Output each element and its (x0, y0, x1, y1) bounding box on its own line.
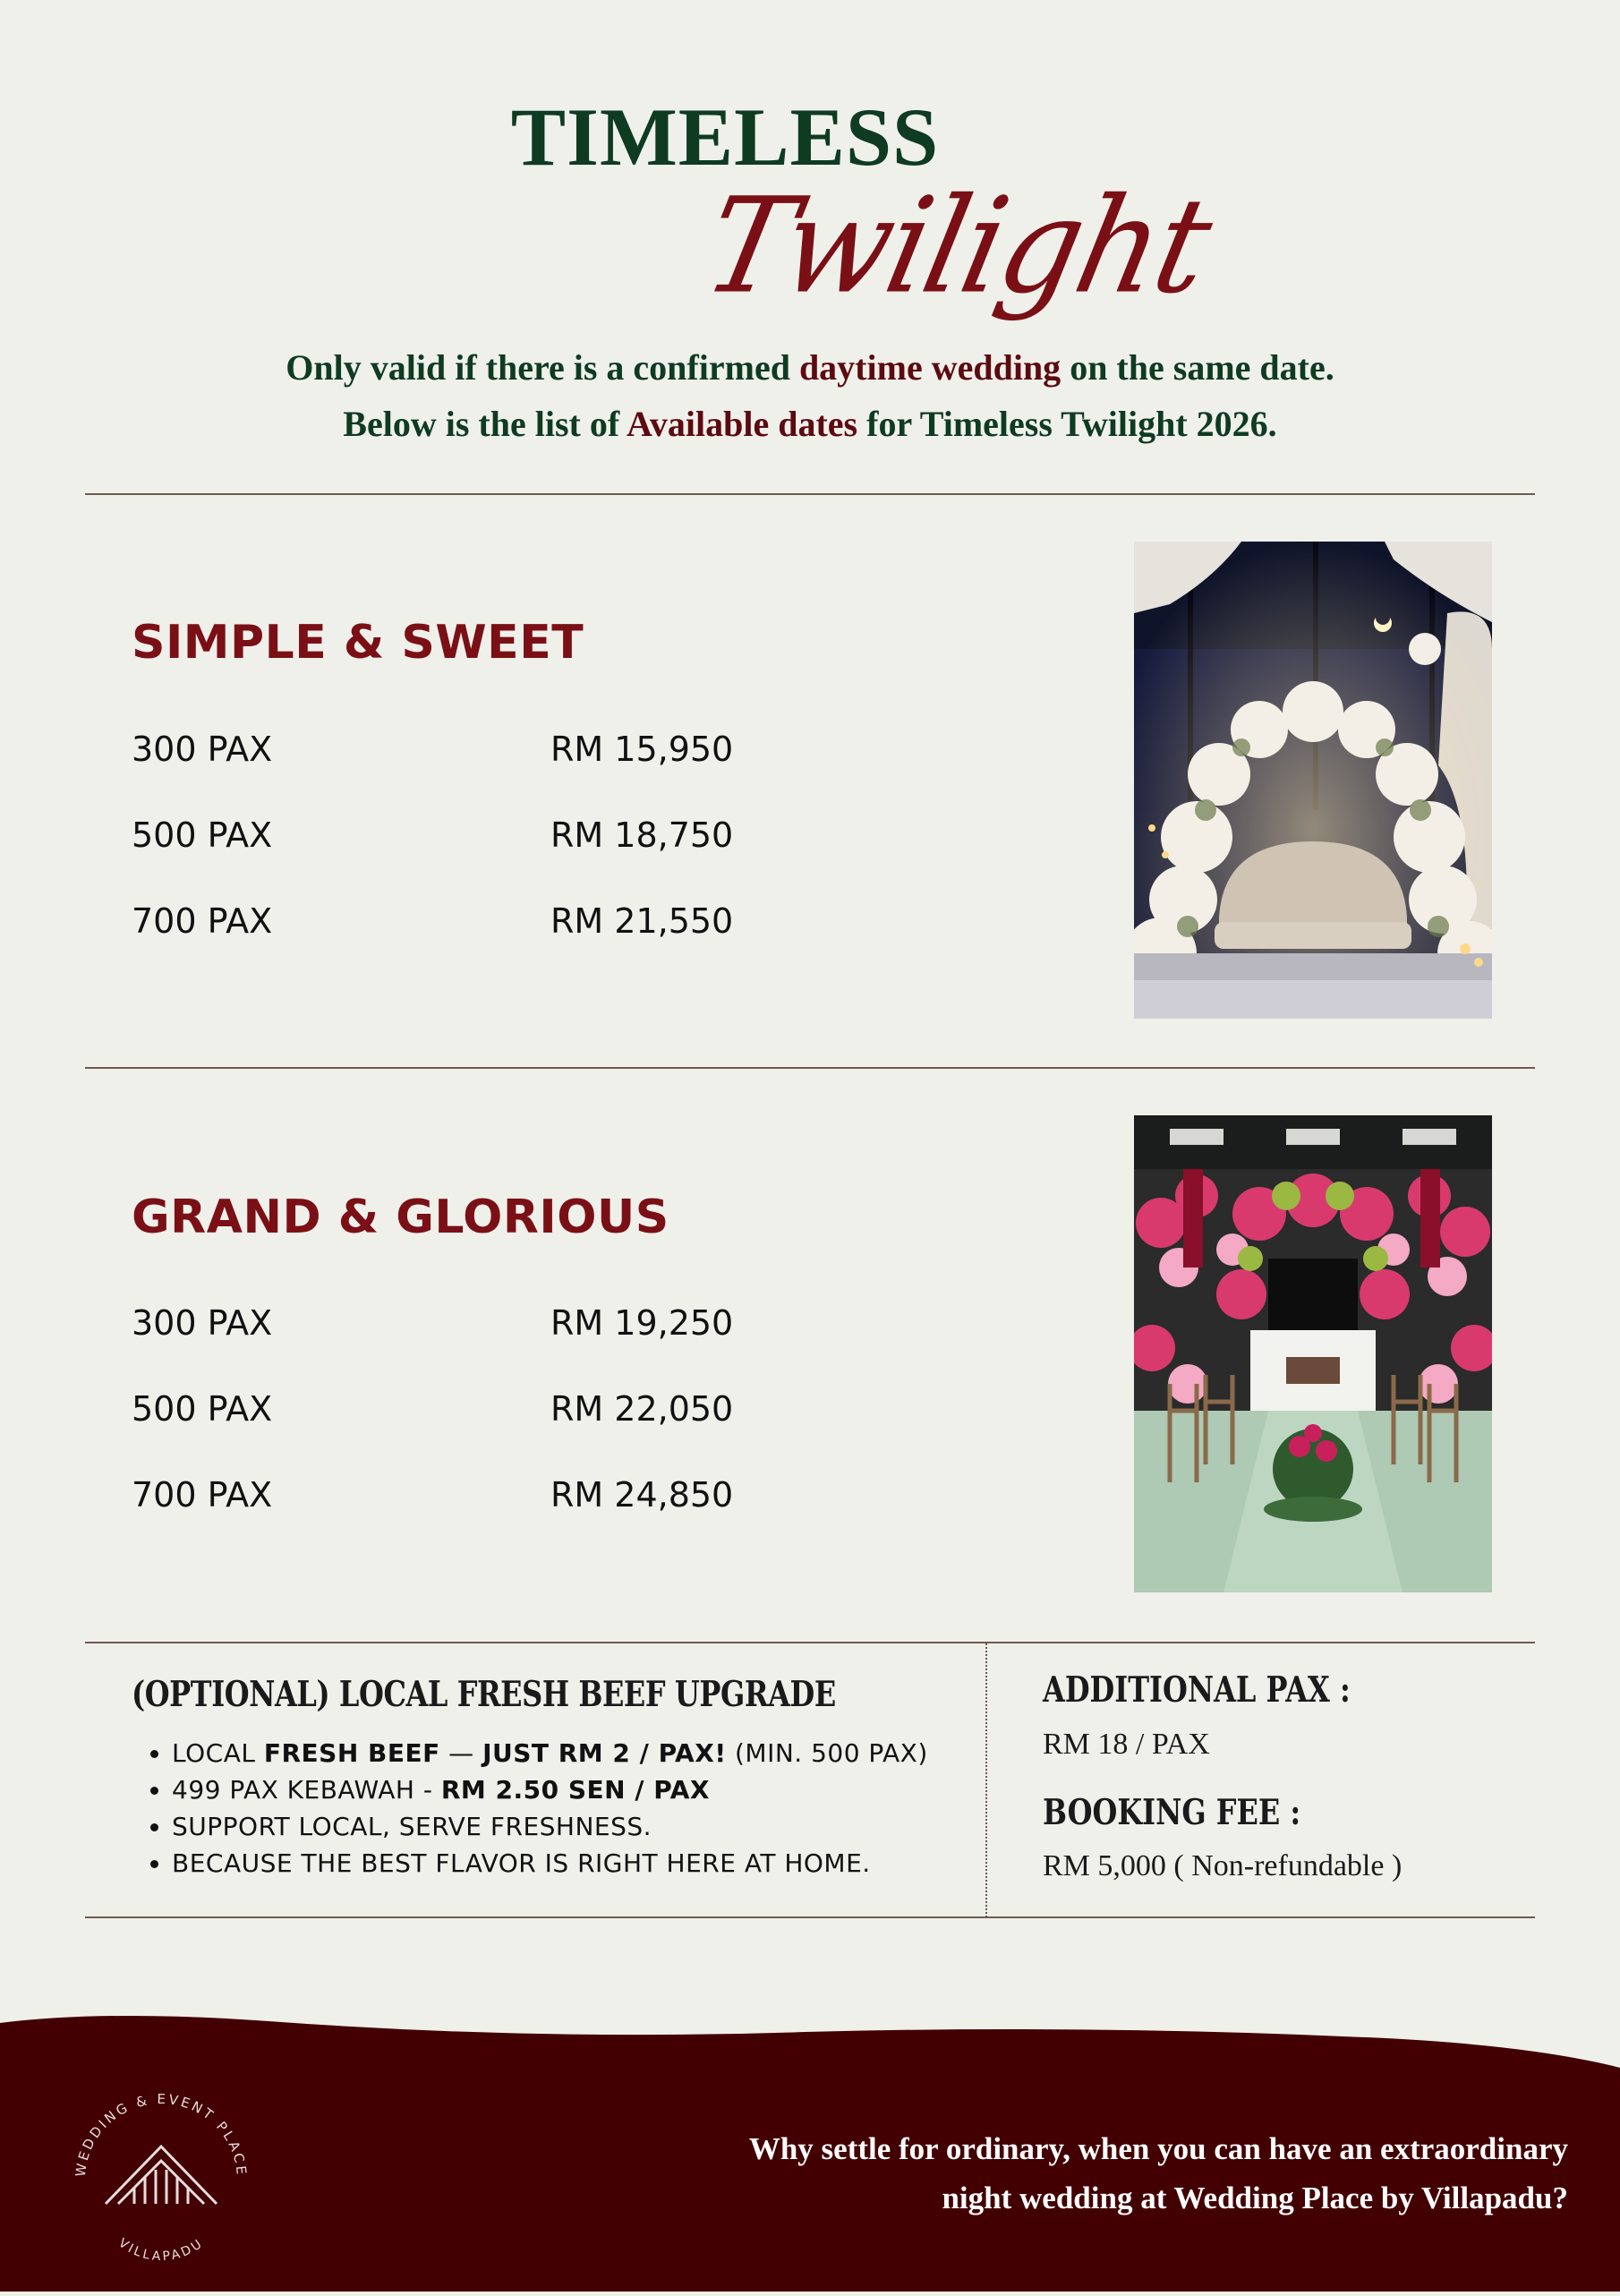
footer-tagline-1: Why settle for ordinary, when you can have an extraordinary (748, 2131, 1568, 2166)
list-item (172, 1771, 928, 1808)
pax-label: 500 PAX (132, 815, 273, 855)
package-title: GRAND & GLORIOUS (132, 1191, 669, 1244)
item-text: — (439, 1738, 483, 1768)
price-value: RM 21,550 (550, 901, 734, 941)
pax-label: 300 PAX (132, 1303, 273, 1343)
item-text: SUPPORT LOCAL, SERVE FRESHNESS. (172, 1812, 652, 1841)
item-text: 499 PAX KEBAWAH - (172, 1775, 441, 1805)
floral-arch-night-photo (1134, 542, 1492, 1019)
additional-pax-value: RM 18 / PAX (1043, 1728, 1210, 1761)
item-bold: FRESH BEEF (263, 1738, 440, 1768)
divider (85, 1067, 1535, 1069)
intro-text: Only valid if there is a confirmed (286, 347, 799, 388)
column-divider (985, 1643, 987, 1917)
pax-label: 500 PAX (132, 1389, 273, 1429)
title-script: Twilight (692, 170, 1222, 324)
pax-label: 300 PAX (132, 730, 273, 769)
intro-line-1 (0, 346, 1620, 388)
intro-text: for Timeless Twilight 2026. (857, 404, 1277, 444)
intro-text: Below is the list of (343, 404, 627, 444)
price-value: RM 24,850 (550, 1475, 734, 1515)
intro-text: on the same date. (1061, 347, 1334, 388)
divider (85, 1916, 1535, 1918)
logo-text-top: WEDDING & EVENT PLACE (72, 2090, 251, 2178)
item-bold: JUST RM 2 / PAX! (482, 1738, 727, 1768)
optional-upgrade-list (132, 1735, 928, 1882)
booking-fee-label: BOOKING FEE : (1043, 1792, 1301, 1833)
price-value: RM 19,250 (550, 1303, 734, 1343)
booking-fee-value: RM 5,000 ( Non-refundable ) (1043, 1849, 1403, 1882)
item-text: LOCAL (172, 1738, 264, 1768)
divider (85, 1642, 1535, 1643)
package-title: SIMPLE & SWEET (132, 616, 584, 670)
list-item (172, 1845, 928, 1882)
list-item (172, 1808, 928, 1845)
optional-upgrade-title: (OPTIONAL) LOCAL FRESH BEEF UPGRADE (132, 1674, 836, 1715)
item-bold: RM 2.50 SEN / PAX (440, 1775, 710, 1805)
logo-text-bottom: VILLAPADU (115, 2235, 207, 2265)
divider (85, 493, 1535, 495)
svg-text:VILLAPADU (115, 2236, 206, 2264)
list-item (172, 1735, 928, 1771)
price-value: RM 18,750 (550, 815, 734, 855)
title-main: TIMELESS (510, 91, 940, 183)
intro-line-2 (0, 403, 1620, 445)
pink-floral-stage-photo (1134, 1115, 1492, 1592)
footer-tagline-2: night wedding at Wedding Place by Villapadu? (942, 2181, 1568, 2215)
intro-highlight: Available dates (626, 404, 858, 444)
price-value: RM 22,050 (550, 1389, 734, 1429)
pax-label: 700 PAX (132, 1475, 273, 1515)
price-value: RM 15,950 (550, 730, 734, 769)
intro-highlight: daytime wedding (798, 347, 1062, 388)
svg-text:WEDDING & EVENT PLACE (72, 2091, 250, 2178)
pax-label: 700 PAX (132, 901, 273, 941)
additional-pax-label: ADDITIONAL PAX : (1043, 1669, 1351, 1711)
item-text: BECAUSE THE BEST FLAVOR IS RIGHT HERE AT HOME. (172, 1848, 871, 1878)
item-text: (MIN. 500 PAX) (726, 1738, 928, 1768)
villapadu-logo (63, 2077, 260, 2274)
